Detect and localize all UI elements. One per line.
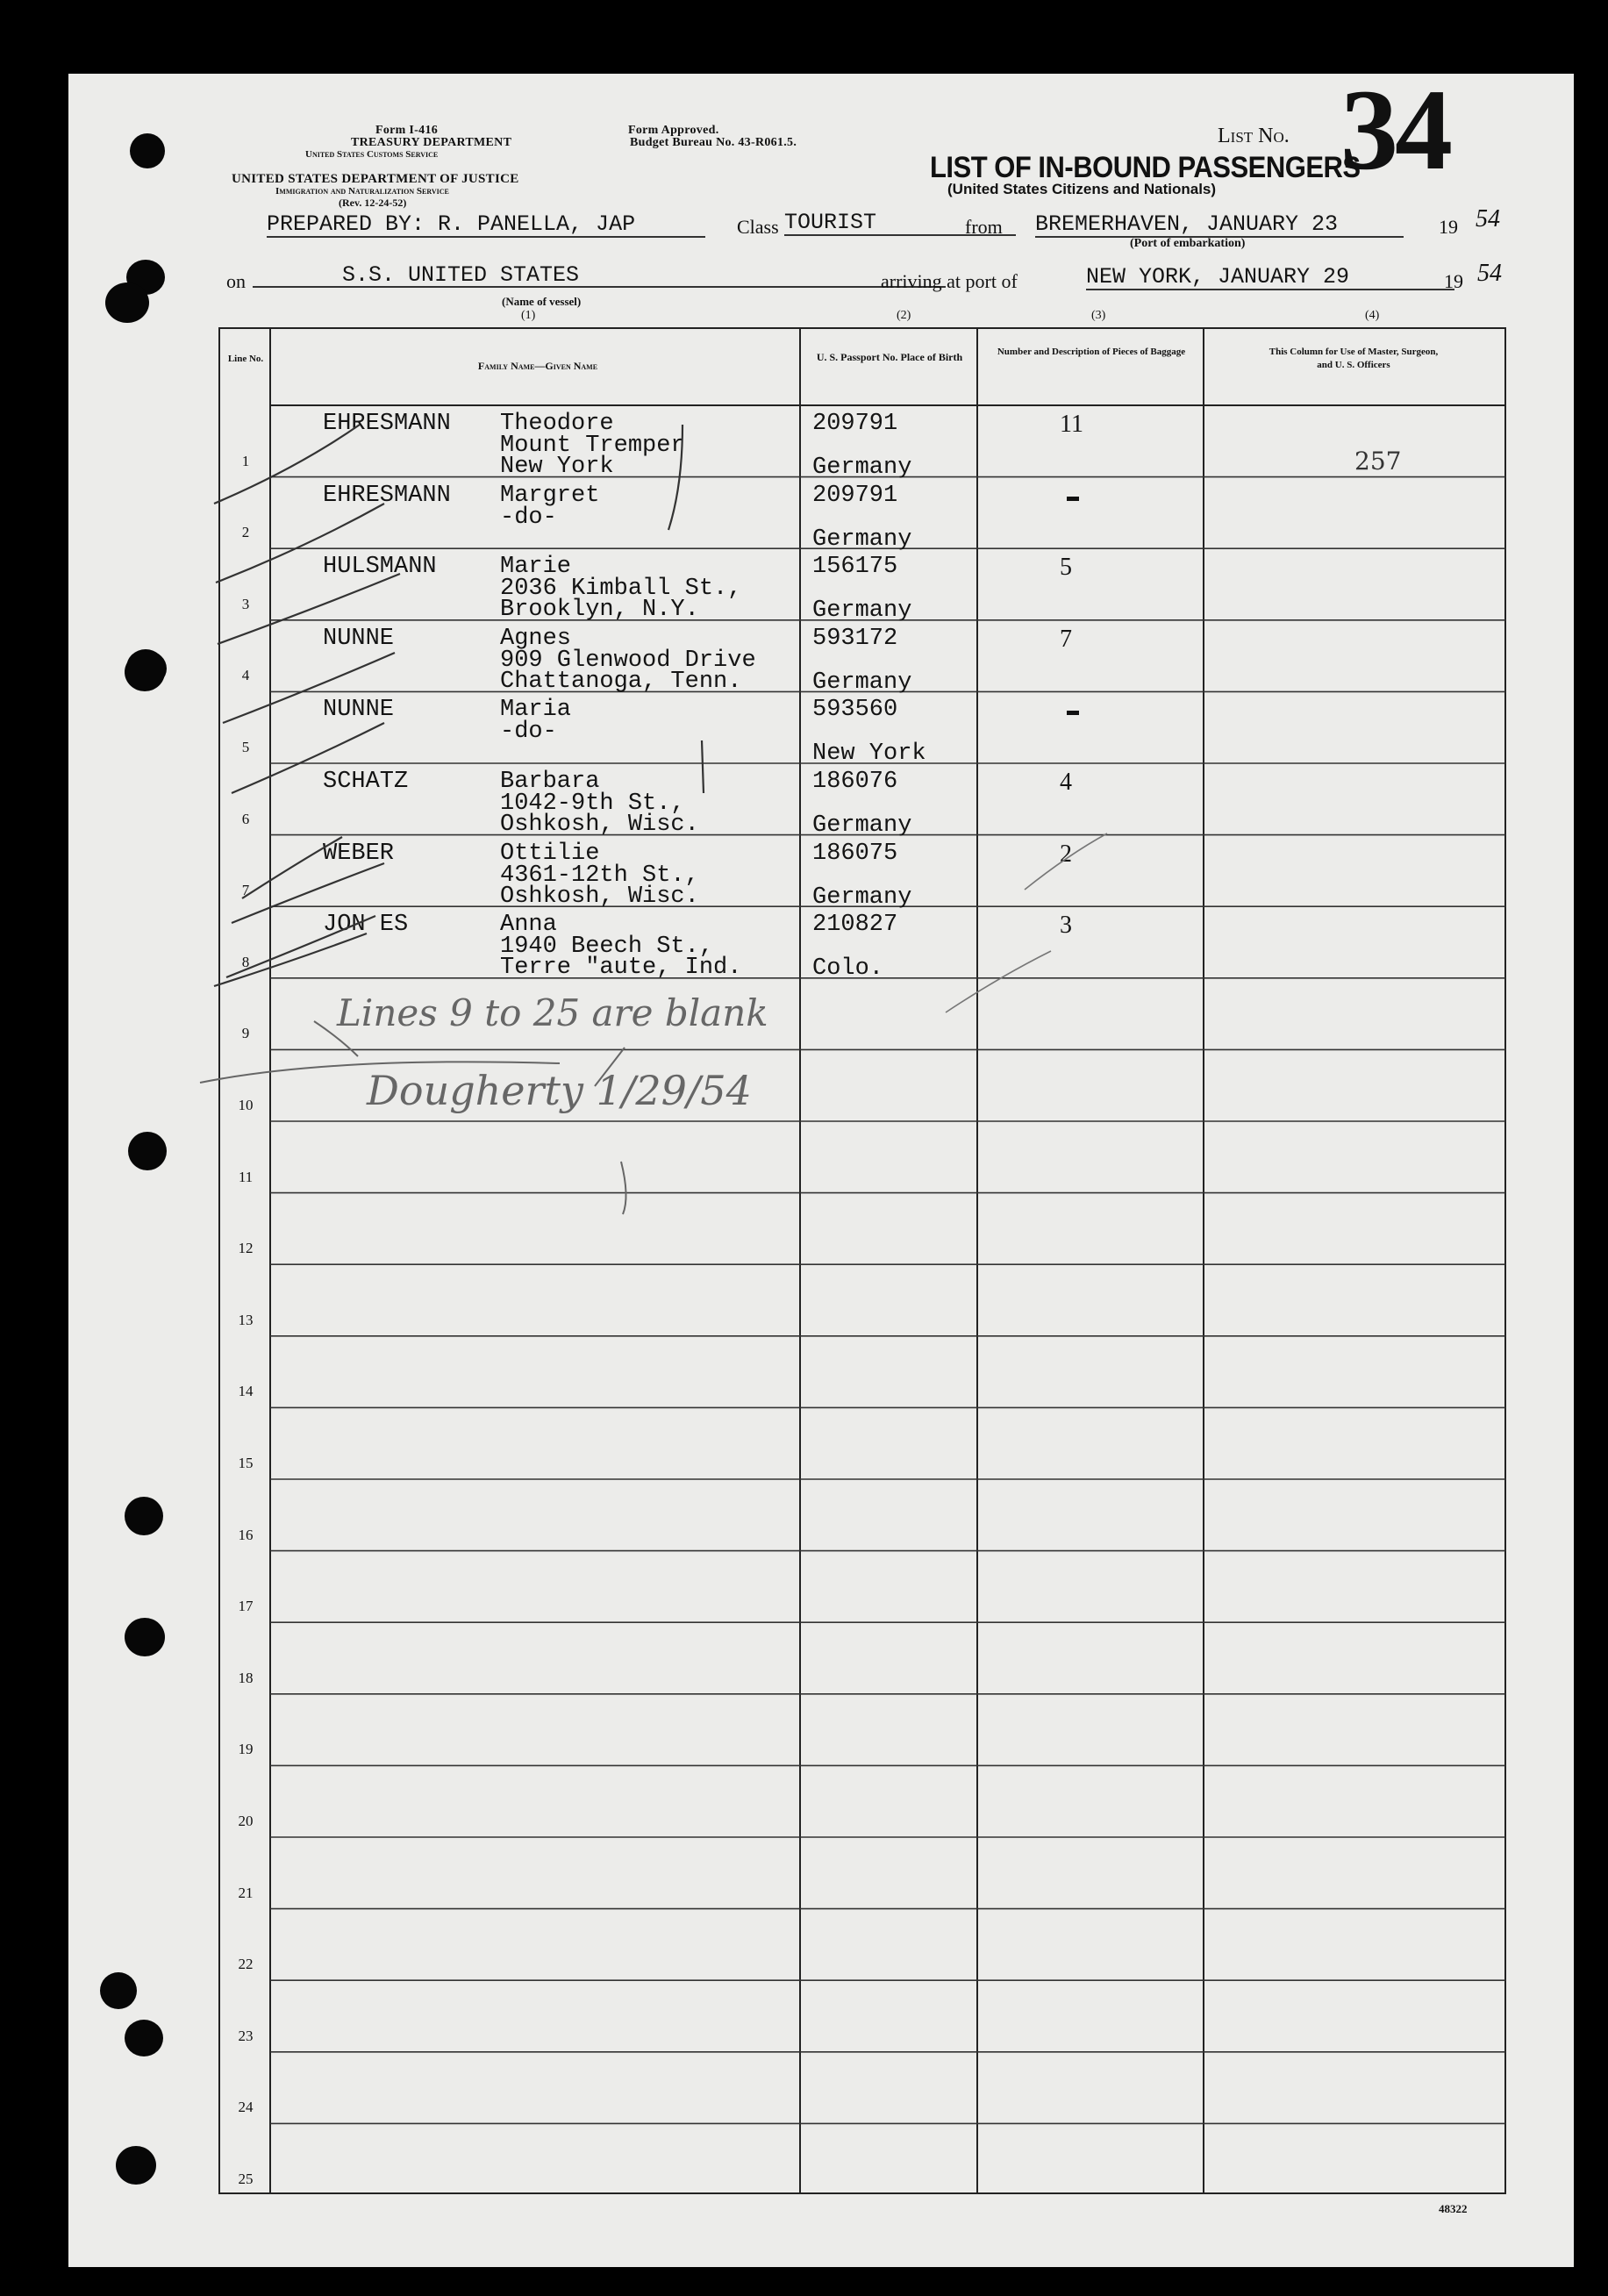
port-of-embarkation: BREMERHAVEN, JANUARY 23 xyxy=(1035,212,1404,238)
line-number: 1 xyxy=(241,452,250,469)
place-of-birth: Germany xyxy=(812,597,912,625)
line-number: 24 xyxy=(238,2099,254,2116)
given-name: Agnes xyxy=(500,625,572,652)
family-name: EHRESMANN xyxy=(323,411,451,437)
travel-class: TOURIST xyxy=(784,211,1016,236)
col-num-3: (3) xyxy=(1091,309,1106,322)
line-number: 9 xyxy=(241,1025,250,1042)
line-number: 7 xyxy=(241,882,250,899)
place-of-birth: Germany xyxy=(812,454,912,481)
line-number: 14 xyxy=(238,1383,254,1400)
family-name: NUNNE xyxy=(323,625,395,652)
passport-number: 209791 xyxy=(812,411,898,437)
address-line-1: Mount Tremper xyxy=(500,433,685,459)
on-label: on xyxy=(226,270,246,292)
from-label: from xyxy=(965,216,1003,238)
col-num-4: (4) xyxy=(1365,309,1380,322)
vessel-caption: (Name of vessel) xyxy=(502,295,582,308)
line-number: 6 xyxy=(241,810,250,827)
arriving-label: arriving at port of xyxy=(881,270,1018,292)
address-line-1: 1042-9th St., xyxy=(500,790,685,817)
line-number: 20 xyxy=(238,1813,254,1829)
form-approved: Form Approved. xyxy=(628,124,719,137)
passport-number: 156175 xyxy=(812,554,898,581)
given-name: Ottilie xyxy=(500,840,600,867)
line-number: 25 xyxy=(238,2171,254,2187)
line-number: 8 xyxy=(241,953,250,970)
col-header-line: Line No. xyxy=(227,354,264,364)
family-name: JON ES xyxy=(323,912,409,939)
place-of-birth: Germany xyxy=(812,812,912,839)
address-line-1: 4361-12th St., xyxy=(500,862,699,889)
handwritten-note-lines-blank: Lines 9 to 25 are blank xyxy=(337,991,768,1034)
year-2: 54 xyxy=(1477,260,1502,287)
given-name: Marie xyxy=(500,554,572,581)
treasury-dept: TREASURY DEPARTMENT xyxy=(351,136,512,149)
address-line-1: 2036 Kimball St., xyxy=(500,576,742,603)
family-name: SCHATZ xyxy=(323,769,409,795)
address-line-1: 909 Glenwood Drive xyxy=(500,647,756,674)
passport-number: 209791 xyxy=(812,482,898,509)
family-name: HULSMANN xyxy=(323,554,437,581)
col-num-2: (2) xyxy=(897,309,911,322)
ins-service: Immigration and Naturalization Service xyxy=(275,186,449,197)
customs-service: United States Customs Service xyxy=(305,149,439,160)
line-number: 19 xyxy=(238,1741,254,1758)
col-header-officers: This Column for Use of Master, Surgeon, and U. S. Officers xyxy=(1269,347,1439,370)
line-number: 10 xyxy=(238,1097,254,1113)
vessel-name: S.S. UNITED STATES xyxy=(342,262,580,288)
line-number: 16 xyxy=(238,1526,254,1543)
line-number: 4 xyxy=(241,667,250,684)
year-prefix-2: 19 xyxy=(1444,270,1463,292)
line-number: 5 xyxy=(241,739,250,755)
address-line-1: -do- xyxy=(500,719,557,746)
baggage-count: 7 xyxy=(1060,625,1072,653)
address-line-1: -do- xyxy=(500,504,557,531)
line-number: 12 xyxy=(238,1240,254,1257)
place-of-birth: Colo. xyxy=(812,955,884,983)
baggage-count: 11 xyxy=(1060,411,1083,438)
baggage-count: 4 xyxy=(1060,769,1072,796)
line-number: 2 xyxy=(241,524,250,541)
address-line-2: Oshkosh, Wisc. xyxy=(500,883,699,910)
given-name: Maria xyxy=(500,697,572,724)
address-line-2: Chattanoga, Tenn. xyxy=(500,668,742,695)
address-line-2: Terre "aute, Ind. xyxy=(500,955,742,982)
place-of-birth: Germany xyxy=(812,526,912,553)
family-name: WEBER xyxy=(323,840,395,867)
place-of-birth: Germany xyxy=(812,883,912,911)
page-subtitle: (United States Citizens and Nationals) xyxy=(947,181,1217,197)
col-header-name: Family Name—Given Name xyxy=(477,360,598,372)
passport-number: 186076 xyxy=(812,769,898,795)
port-embark-caption: (Port of embarkation) xyxy=(1130,237,1246,250)
baggage-count: 5 xyxy=(1060,554,1072,582)
given-name: Theodore xyxy=(500,411,614,437)
class-label: Class xyxy=(737,216,779,238)
address-line-2: New York xyxy=(500,454,614,480)
address-line-2: Oshkosh, Wisc. xyxy=(500,812,699,838)
prepared-by: PREPARED BY: R. PANELLA, JAP xyxy=(267,212,705,238)
form-number: Form I-416 xyxy=(375,124,439,137)
port-of-arrival: NEW YORK, JANUARY 29 xyxy=(1086,265,1454,290)
page-title: LIST OF IN-BOUND PASSENGERS xyxy=(930,150,1361,184)
address-line-2: Brooklyn, N.Y. xyxy=(500,597,699,624)
family-name: EHRESMANN xyxy=(323,482,451,509)
line-number: 13 xyxy=(238,1311,254,1328)
handwritten-strokes xyxy=(68,65,1574,2267)
list-number: 34 xyxy=(1340,65,1449,194)
year-prefix: 19 xyxy=(1439,216,1458,238)
given-name: Anna xyxy=(500,912,557,939)
passport-number: 593560 xyxy=(812,697,898,724)
line-number: 3 xyxy=(241,595,250,612)
line-number: 23 xyxy=(238,2027,254,2044)
place-of-birth: Germany xyxy=(812,669,912,696)
passport-number: 210827 xyxy=(812,912,898,939)
baggage-count: 3 xyxy=(1060,912,1072,940)
budget-bureau: Budget Bureau No. 43-R061.5. xyxy=(630,136,797,149)
given-name: Margret xyxy=(500,482,600,509)
list-no-label: List No. xyxy=(1218,125,1290,147)
line-number: 15 xyxy=(238,1455,254,1471)
address-line-1: 1940 Beech St., xyxy=(500,933,714,961)
line-number: 22 xyxy=(238,1956,254,1973)
line-number: 18 xyxy=(238,1669,254,1686)
year-1: 54 xyxy=(1476,205,1500,232)
handwritten-signature: Dougherty 1/29/54 xyxy=(367,1067,752,1114)
form-footer-number: 48322 xyxy=(1439,2202,1468,2215)
revision-date: (Rev. 12-24-52) xyxy=(339,197,407,209)
col-header-baggage: Number and Description of Pieces of Baggage xyxy=(997,347,1186,357)
col-header-passport: U. S. Passport No. Place of Birth xyxy=(816,351,963,363)
line-number: 17 xyxy=(238,1598,254,1615)
family-name: NUNNE xyxy=(323,697,395,724)
baggage-count: 2 xyxy=(1060,840,1072,868)
line-number: 21 xyxy=(238,1884,254,1901)
col-num-1: (1) xyxy=(521,309,536,322)
line-number: 11 xyxy=(238,1168,254,1185)
officer-note: 257 xyxy=(1354,447,1402,476)
justice-dept: UNITED STATES DEPARTMENT OF JUSTICE xyxy=(232,172,519,186)
passport-number: 186075 xyxy=(812,840,898,867)
passport-number: 593172 xyxy=(812,625,898,652)
given-name: Barbara xyxy=(500,769,600,795)
manifest-sheet xyxy=(68,65,1574,2267)
place-of-birth: New York xyxy=(812,740,926,768)
